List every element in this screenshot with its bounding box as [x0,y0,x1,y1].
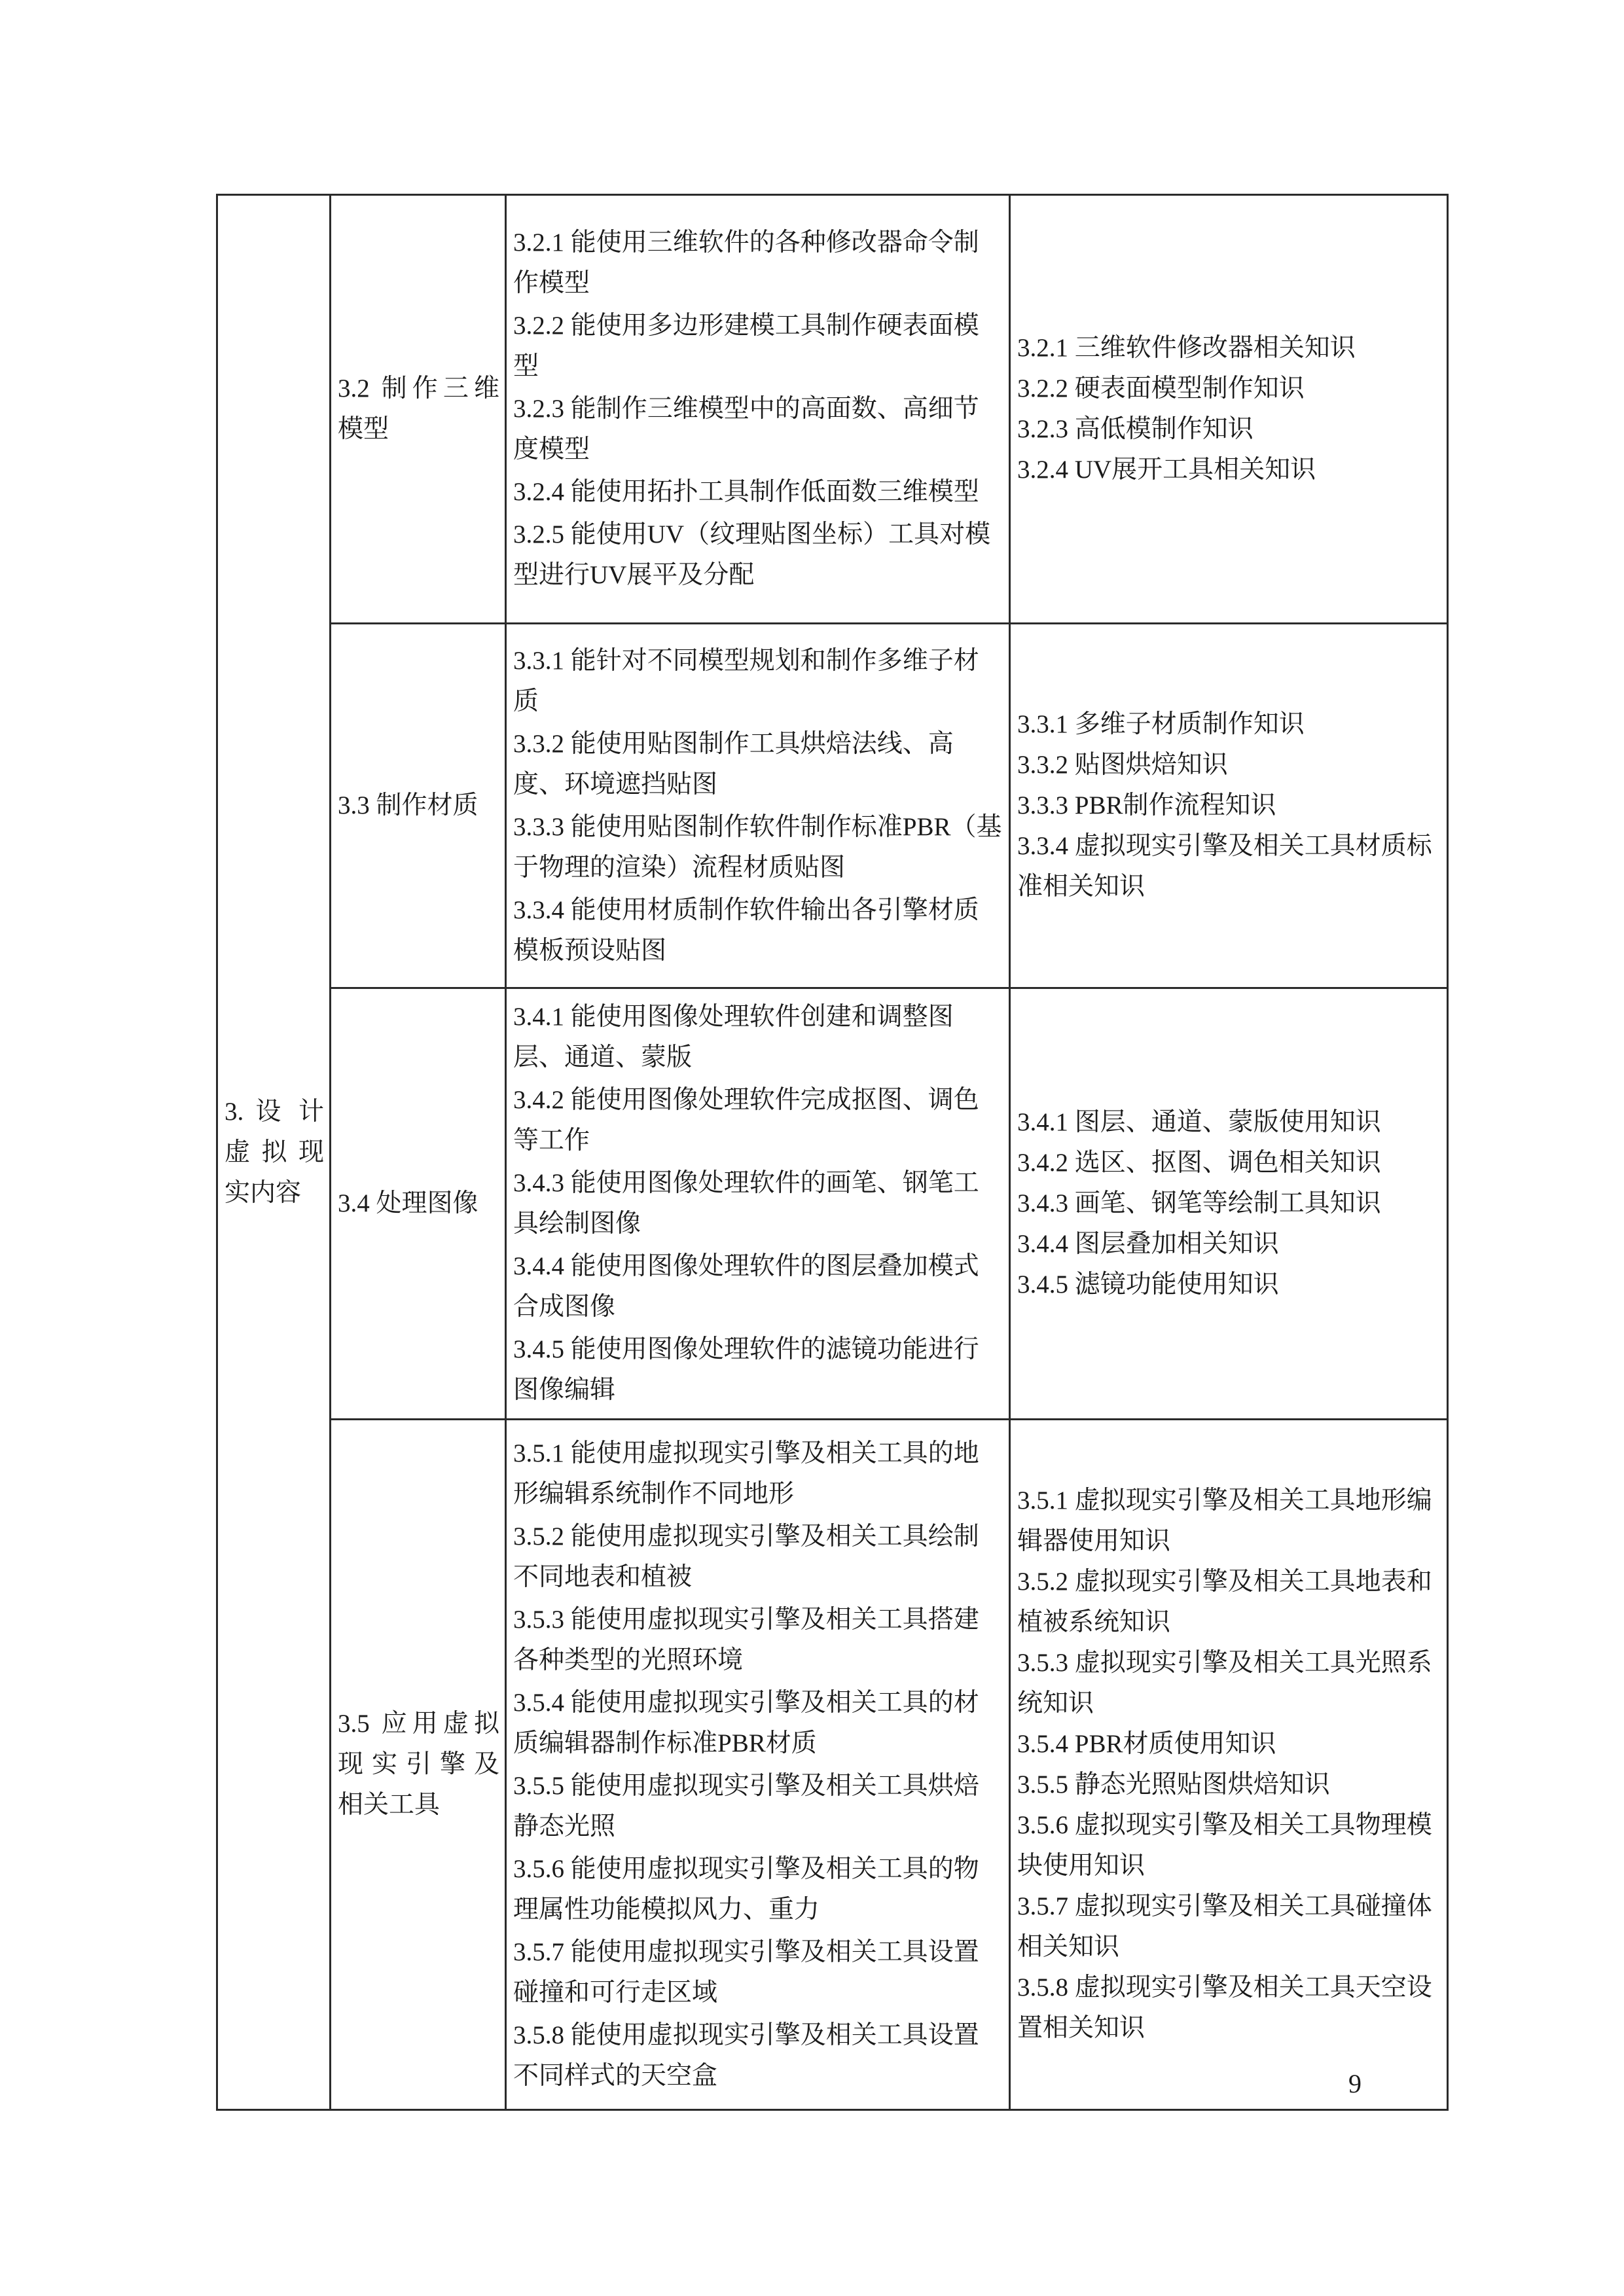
knowledge-item: 3.5.8 虚拟现实引擎及相关工具天空设置相关知识 [1017,1973,1432,2042]
skill-requirement: 3.4.4 能使用图像处理软件的图层叠加模式合成图像 [513,1252,979,1321]
knowledge-item: 3.2.1 三维软件修改器相关知识 [1017,334,1356,362]
work-item-line: 模型 [338,415,389,443]
related-knowledge-cell [1010,988,1448,1420]
skill-requirement: 3.4.2 能使用图像处理软件完成抠图、调色等工作 [513,1086,979,1155]
knowledge-item: 3.4.2 选区、抠图、调色相关知识 [1017,1149,1381,1177]
table-row [217,624,1448,988]
knowledge-item: 3.3.4 虚拟现实引擎及相关工具材质标准相关知识 [1017,832,1432,901]
skill-requirement: 3.2.4 能使用拓扑工具制作低面数三维模型 [513,478,979,506]
knowledge-item: 3.3.2 贴图烘焙知识 [1017,751,1228,779]
related-knowledge-cell [1010,624,1448,988]
work-unit-cell [217,195,331,2110]
work-unit-line: 虚 拟 现 [225,1138,324,1166]
work-item-line: 3.4 处理图像 [338,1189,478,1217]
knowledge-item: 3.5.5 静态光照贴图烘焙知识 [1017,1770,1330,1799]
skill-requirements-cell [506,988,1010,1420]
skill-requirement: 3.4.1 能使用图像处理软件创建和调整图层、通道、蒙版 [513,1003,954,1071]
skill-requirement: 3.5.7 能使用虚拟现实引擎及相关工具设置碰撞和可行走区域 [513,1937,979,2007]
knowledge-item: 3.4.4 图层叠加相关知识 [1017,1230,1279,1258]
table-body [217,195,1448,2110]
skill-requirement: 3.2.2 能使用多边形建模工具制作硬表面模型 [513,312,979,380]
knowledge-item: 3.3.3 PBR制作流程知识 [1017,791,1276,819]
knowledge-item: 3.5.3 虚拟现实引擎及相关工具光照系统知识 [1017,1649,1432,1717]
skill-requirement: 3.5.2 能使用虚拟现实引擎及相关工具绘制不同地表和植被 [513,1522,979,1591]
skill-requirement: 3.3.2 能使用贴图制作工具烘焙法线、高度、环境遮挡贴图 [513,729,954,798]
skill-requirement: 3.2.3 能制作三维模型中的高面数、高细节度模型 [513,395,979,463]
table-row [217,988,1448,1420]
skill-requirement: 3.5.6 能使用虚拟现实引擎及相关工具的物理属性功能模拟风力、重力 [513,1854,979,1924]
work-item-cell [331,195,506,624]
knowledge-item: 3.2.4 UV展开工具相关知识 [1017,456,1316,484]
skill-requirement: 3.2.1 能使用三维软件的各种修改器命令制作模型 [513,228,979,297]
skill-requirements-cell [506,1420,1010,2110]
knowledge-item: 3.5.4 PBR材质使用知识 [1017,1730,1276,1758]
skill-requirement: 3.5.5 能使用虚拟现实引擎及相关工具烘焙静态光照 [513,1771,979,1840]
skill-requirement: 3.4.3 能使用图像处理软件的画笔、钢笔工具绘制图像 [513,1169,979,1238]
knowledge-item: 3.5.1 虚拟现实引擎及相关工具地形编辑器使用知识 [1017,1486,1432,1555]
skill-requirement: 3.5.4 能使用虚拟现实引擎及相关工具的材质编辑器制作标准PBR材质 [513,1688,979,1757]
knowledge-item: 3.4.5 滤镜功能使用知识 [1017,1270,1279,1299]
skill-requirements-cell [506,195,1010,624]
skill-requirement: 3.3.4 能使用材质制作软件输出各引擎材质模板预设贴图 [513,895,979,965]
knowledge-item: 3.5.2 虚拟现实引擎及相关工具地表和植被系统知识 [1017,1568,1432,1636]
work-item-line: 3.5 应用虚拟 [338,1710,499,1738]
skill-requirement: 3.3.1 能针对不同模型规划和制作多维子材质 [513,646,979,715]
work-unit-line: 3. 设 计 [225,1097,324,1126]
work-unit-line: 实内容 [225,1178,302,1207]
related-knowledge-cell [1010,1420,1448,2110]
work-item-cell [331,624,506,988]
knowledge-item: 3.3.1 多维子材质制作知识 [1017,710,1305,738]
knowledge-item: 3.4.3 画笔、钢笔等绘制工具知识 [1017,1189,1381,1217]
work-item-line: 3.3 制作材质 [338,791,478,819]
work-item-cell [331,988,506,1420]
skill-requirement: 3.5.1 能使用虚拟现实引擎及相关工具的地形编辑系统制作不同地形 [513,1439,979,1508]
work-item-cell [331,1420,506,2110]
skill-requirement: 3.2.5 能使用UV（纹理贴图坐标）工具对模型进行UV展平及分配 [513,520,991,589]
page-number: 9 [1348,2069,1362,2098]
knowledge-item: 3.4.1 图层、通道、蒙版使用知识 [1017,1108,1381,1136]
work-item-line: 3.2 制作三维 [338,374,499,403]
work-item-line: 现 实 引 擎 及 [338,1750,499,1778]
skill-requirement: 3.3.3 能使用贴图制作软件制作标准PBR（基于物理的渲染）流程材质贴图 [513,812,1002,882]
skill-requirements-cell [506,624,1010,988]
skill-requirement: 3.5.8 能使用虚拟现实引擎及相关工具设置不同样式的天空盒 [513,2020,979,2090]
table-row [217,1420,1448,2110]
skill-requirement: 3.5.3 能使用虚拟现实引擎及相关工具搭建各种类型的光照环境 [513,1605,979,1674]
table-row [217,195,1448,624]
work-item-line: 相关工具 [338,1791,441,1819]
knowledge-item: 3.5.6 虚拟现实引擎及相关工具物理模块使用知识 [1017,1811,1432,1880]
knowledge-item: 3.2.3 高低模制作知识 [1017,415,1254,443]
skills-requirement-table [216,194,1449,2111]
related-knowledge-cell [1010,195,1448,624]
knowledge-item: 3.2.2 硬表面模型制作知识 [1017,374,1305,403]
knowledge-item: 3.5.7 虚拟现实引擎及相关工具碰撞体相关知识 [1017,1892,1432,1961]
skill-requirement: 3.4.5 能使用图像处理软件的滤镜功能进行图像编辑 [513,1335,979,1404]
